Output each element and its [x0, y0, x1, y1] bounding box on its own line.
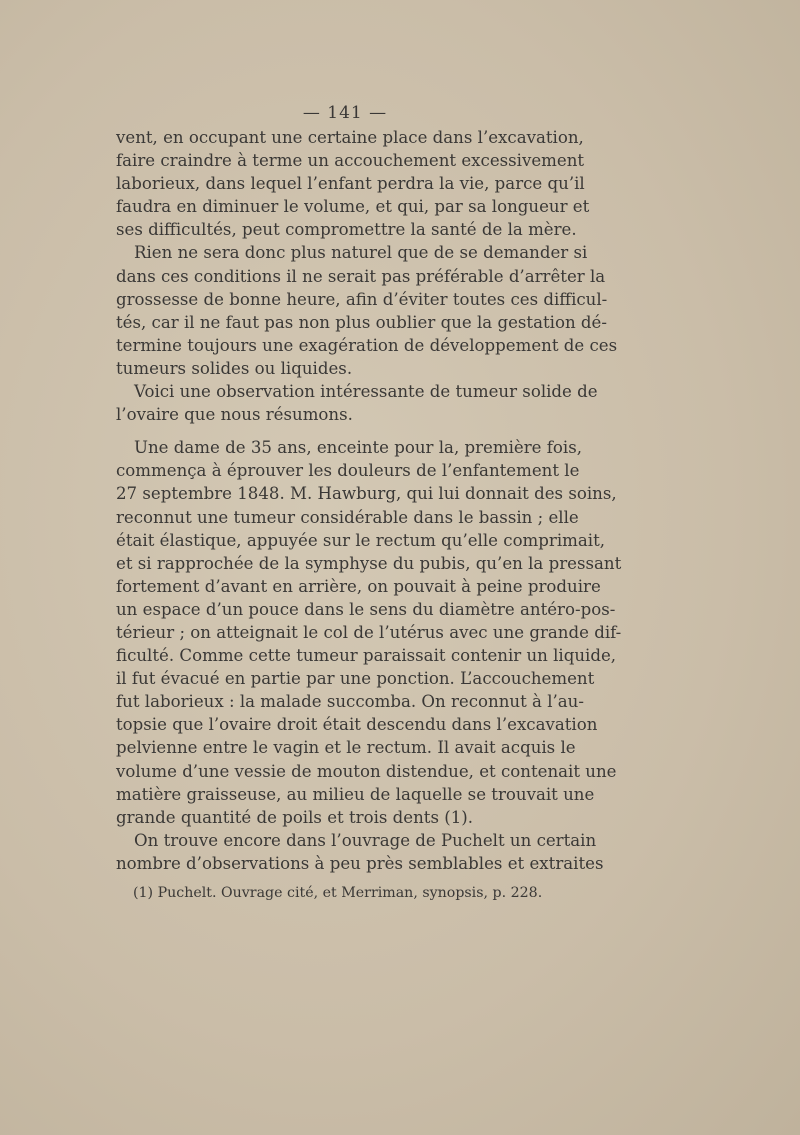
text-line: vent, en occupant une certaine place dans l’excavation,: [116, 128, 584, 147]
paragraph: [116, 126, 590, 241]
text-line: un espace d’un pouce dans le sens du diamètre antéro-pos-: [116, 599, 616, 619]
text-line: laborieux, dans lequel l’enfant perdra la vie, parce qu’il: [116, 174, 585, 194]
text-line: topsie que l’ovaire droit était descendu dans l’excavation: [116, 715, 598, 735]
text-line: fortement d’avant en arrière, on pouvait à peine produire: [116, 576, 601, 596]
text-line: faire craindre à terme un accouchement excessivement: [116, 151, 585, 171]
text-line: faudra en diminuer le volume, et qui, par sa longueur et: [116, 197, 590, 217]
text-line: était élastique, appuyée sur le rectum qu’elle comprimait,: [116, 530, 606, 550]
body-text: [116, 126, 622, 875]
text-line: tumeurs solides ou liquides.: [116, 358, 353, 378]
text-line: commença à éprouver les douleurs de l’enfantement le: [116, 461, 580, 481]
text-line: On trouve encore dans l’ouvrage de Puchelt un certain: [134, 830, 597, 850]
paragraph: [116, 829, 604, 875]
paragraph: [116, 241, 618, 380]
text-line: nombre d’observations à peu près semblables et extraites: [116, 853, 604, 873]
text-line: l’ovaire que nous résumons.: [116, 405, 353, 425]
text-line: volume d’une vessie de mouton distendue, et contenait une: [116, 761, 617, 781]
text-line: termine toujours une exagération de développement de ces: [116, 335, 618, 355]
text-line: grossesse de bonne heure, afin d’éviter toutes ces difficul-: [116, 289, 608, 309]
text-line: dans ces conditions il ne serait pas préférable d’arrêter la: [116, 266, 606, 286]
text-line: grande quantité de poils et trois dents (1).: [116, 807, 474, 827]
text-line: térieur ; on atteignait le col de l’utérus avec une grande dif-: [116, 622, 622, 642]
text-line: pelvienne entre le vagin et le rectum. Il avait acquis le: [116, 738, 576, 758]
text-line: tés, car il ne faut pas non plus oublier que la gestation dé-: [116, 312, 607, 332]
paragraph: [116, 436, 622, 829]
text-line: Rien ne sera donc plus naturel que de se demander si: [134, 243, 588, 263]
text-line: reconnut une tumeur considérable dans le bassin ; elle: [116, 507, 579, 527]
text-line: Voici une observation intéressante de tumeur solide de: [134, 382, 598, 402]
page-number: — 141 —: [302, 103, 388, 123]
text-line: ficulté. Comme cette tumeur paraissait contenir un liquide,: [116, 646, 617, 666]
text-line: 27 septembre 1848. M. Hawburg, qui lui donnait des soins,: [116, 484, 617, 504]
text-line: Une dame de 35 ans, enceinte pour la, première fois,: [134, 438, 582, 458]
text-line: il fut évacué en partie par une ponction. L’accouchement: [116, 669, 595, 689]
paragraph: [116, 380, 598, 426]
text-line: et si rapprochée de la symphyse du pubis, qu’en la pressant: [116, 553, 622, 573]
text-line: matière graisseuse, au milieu de laquelle se trouvait une: [116, 784, 595, 804]
footnote: (1) Puchelt. Ouvrage cité, et Merriman, synopsis, p. 228.: [133, 885, 543, 901]
text-line: fut laborieux : la malade succomba. On reconnut à l’au-: [116, 692, 584, 712]
text-line: ses difficultés, peut compromettre la santé de la mère.: [116, 220, 577, 240]
